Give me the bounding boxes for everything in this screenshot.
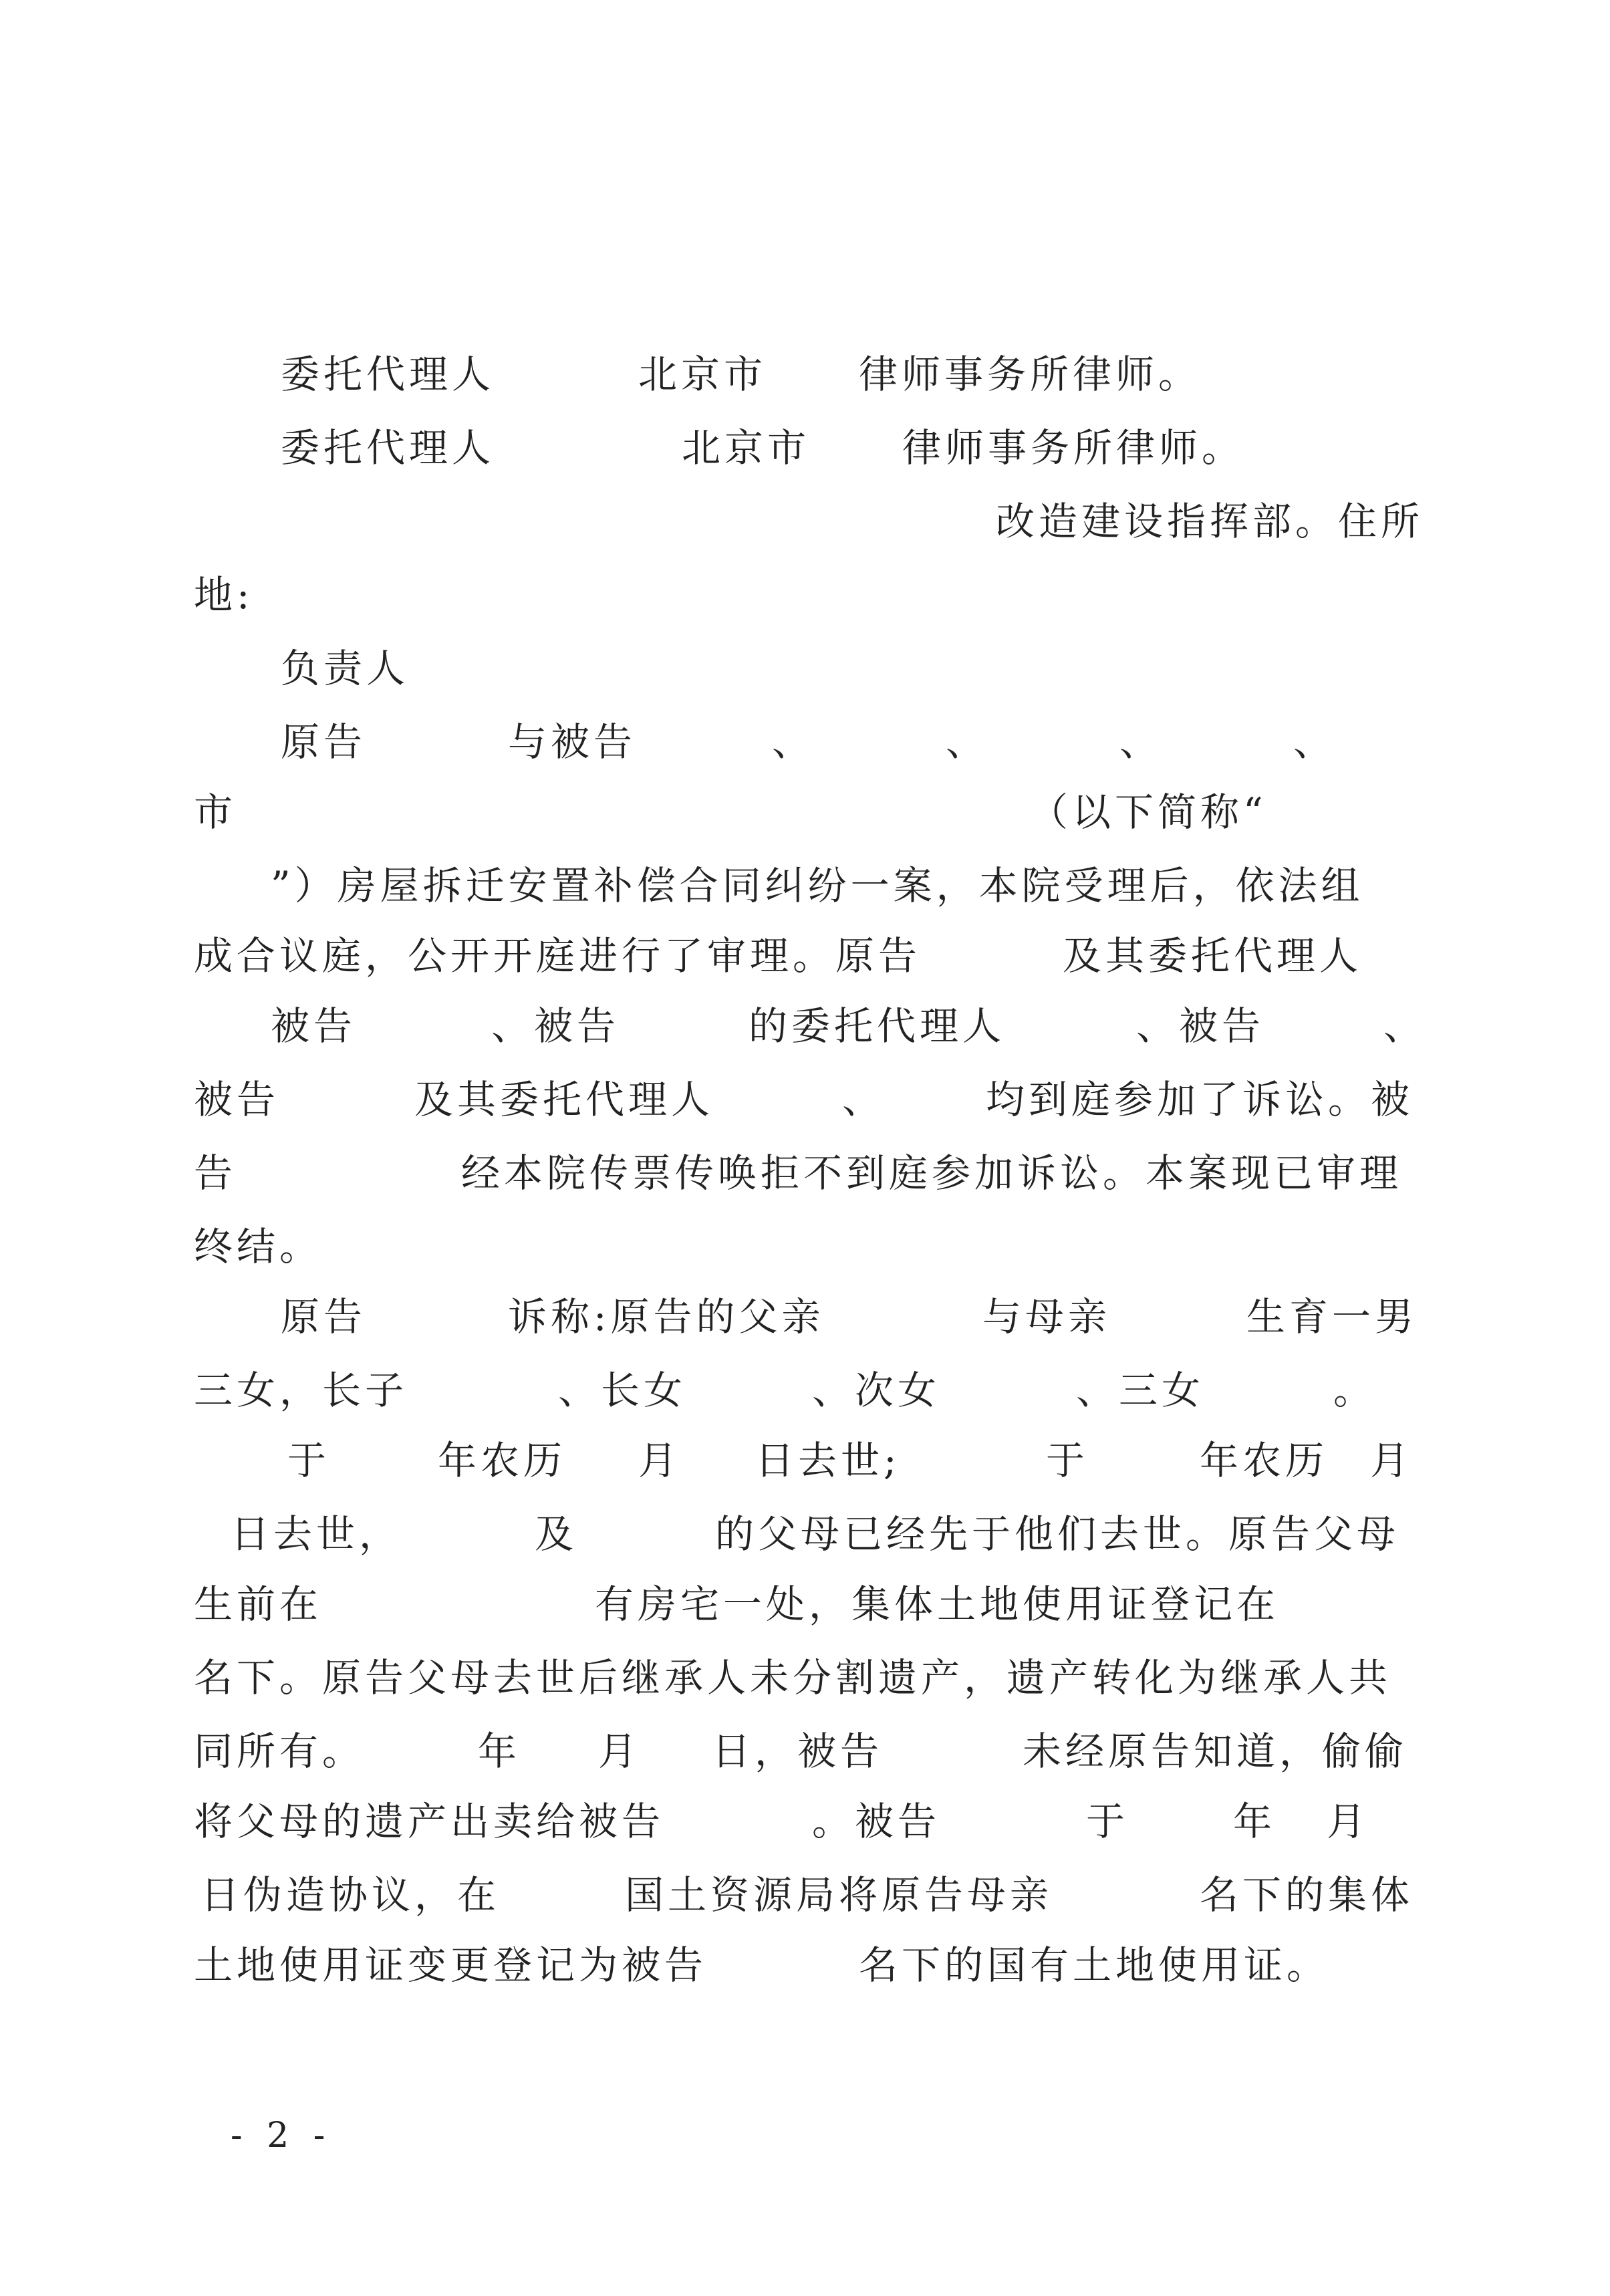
text-line xyxy=(0,1210,1610,1283)
text-line xyxy=(0,1567,1610,1641)
text-segment: 经本院传票传唤拒不到庭参加诉讼。本案现已审理 xyxy=(461,1150,1403,1196)
text-segment: 、 xyxy=(946,719,989,765)
text-segment: 告 xyxy=(194,1150,237,1196)
text-segment: 北京市 xyxy=(638,352,767,397)
text-segment: 市 xyxy=(194,789,237,835)
text-line xyxy=(0,1280,1610,1354)
text-segment: 土地使用证变更登记为被告 xyxy=(194,1942,708,1988)
text-segment: 、长女 xyxy=(558,1368,687,1413)
text-segment: （以下简称“ xyxy=(1029,789,1267,835)
text-segment: 的委托代理人 xyxy=(749,1003,1006,1049)
text-segment: 未经原告知道，偷偷 xyxy=(1023,1729,1408,1774)
text-segment: 名下。原告父母去世后继承人未分割遗产，遗产转化为继承人共 xyxy=(194,1655,1392,1700)
text-segment: 、 xyxy=(772,719,815,765)
text-segment: 名下的集体 xyxy=(1200,1872,1414,1918)
text-segment: 及 xyxy=(535,1511,578,1557)
text-segment: 诉称:原告的父亲 xyxy=(508,1294,825,1340)
text-segment: 的父母已经先于他们去世。原告父母 xyxy=(715,1511,1400,1557)
text-segment: 生育一男 xyxy=(1246,1294,1418,1340)
text-segment: 均到庭参加了诉讼。被 xyxy=(986,1077,1414,1122)
text-line xyxy=(0,1063,1610,1136)
text-line xyxy=(0,558,1610,632)
text-segment: 三女，长子 xyxy=(194,1368,408,1413)
text-segment: 国土资源局将原告母亲 xyxy=(625,1872,1053,1918)
text-segment: 与被告 xyxy=(508,719,637,765)
text-segment: 。被告 xyxy=(812,1799,941,1844)
text-segment: 年 xyxy=(478,1729,521,1774)
text-line xyxy=(0,1424,1610,1497)
text-segment: 日去世; xyxy=(755,1438,901,1483)
text-segment: 原告 xyxy=(281,1294,367,1340)
text-line xyxy=(0,989,1610,1063)
text-segment: 月 xyxy=(598,1729,642,1774)
text-segment: 名下的国有土地使用证。 xyxy=(859,1942,1330,1988)
text-segment: 律师事务所律师。 xyxy=(902,425,1245,471)
text-line xyxy=(0,1641,1610,1714)
text-segment: 年农历 xyxy=(438,1438,567,1483)
text-segment: 、 xyxy=(1383,1003,1427,1049)
text-segment: 被告 xyxy=(194,1077,280,1122)
text-segment: 、被告 xyxy=(491,1003,620,1049)
text-segment: 律师事务所律师。 xyxy=(859,352,1202,397)
text-line xyxy=(0,1785,1610,1858)
text-segment: 。 xyxy=(1333,1368,1377,1413)
text-segment: 负责人 xyxy=(281,646,410,691)
text-line xyxy=(0,1714,1610,1788)
text-segment: 原告 xyxy=(281,719,367,765)
text-line xyxy=(0,632,1610,705)
text-segment: ”）房屋拆迁安置补偿合同纠纷一案，本院受理后，依法组 xyxy=(271,863,1364,908)
text-line xyxy=(0,775,1610,849)
text-line xyxy=(0,1858,1610,1932)
text-segment: 终结。 xyxy=(194,1224,323,1269)
text-line xyxy=(0,1136,1610,1210)
text-segment: 、 xyxy=(1293,719,1337,765)
text-segment: 及其委托代理人 xyxy=(414,1077,714,1122)
text-line xyxy=(0,1928,1610,2002)
text-segment: 生前在 xyxy=(194,1581,323,1627)
text-segment: 、被告 xyxy=(1136,1003,1265,1049)
text-segment: 日，被告 xyxy=(712,1729,884,1774)
text-segment: 北京市 xyxy=(682,425,811,471)
text-segment: 委托代理人 xyxy=(281,425,495,471)
text-segment: 于 xyxy=(1046,1438,1089,1483)
text-segment: 、三女 xyxy=(1076,1368,1205,1413)
text-segment: 地: xyxy=(194,572,254,618)
text-segment: 及其委托代理人 xyxy=(1063,933,1363,979)
text-segment: 成合议庭，公开开庭进行了审理。原告 xyxy=(194,933,922,979)
text-segment: 有房宅一处，集体土地使用证登记在 xyxy=(595,1581,1280,1627)
text-segment: 于 xyxy=(287,1438,331,1483)
text-segment: 被告 xyxy=(271,1003,357,1049)
text-line xyxy=(0,1497,1610,1571)
text-segment: 年 xyxy=(1233,1799,1277,1844)
text-segment: 将父母的遗产出卖给被告 xyxy=(194,1799,665,1844)
text-segment: 日伪造协议，在 xyxy=(200,1872,501,1918)
text-line xyxy=(0,849,1610,922)
text-segment: 改造建设指挥部。住所 xyxy=(996,499,1424,544)
text-segment: 月 xyxy=(1327,1799,1370,1844)
text-line xyxy=(0,338,1610,411)
text-segment: 、次女 xyxy=(812,1368,941,1413)
text-segment: 月 xyxy=(1370,1438,1414,1483)
text-segment: 与母亲 xyxy=(982,1294,1111,1340)
text-line xyxy=(0,919,1610,993)
text-segment: 月 xyxy=(638,1438,682,1483)
text-line xyxy=(0,411,1610,485)
text-segment: 年农历 xyxy=(1200,1438,1329,1483)
text-segment: 日去世， xyxy=(231,1511,402,1557)
text-line xyxy=(0,705,1610,779)
text-segment: 委托代理人 xyxy=(281,352,495,397)
page-number: - 2 - xyxy=(231,2116,332,2156)
text-segment: 、 xyxy=(1119,719,1163,765)
text-segment: 、 xyxy=(842,1077,886,1122)
text-segment: 于 xyxy=(1086,1799,1129,1844)
text-line xyxy=(0,485,1610,558)
text-line xyxy=(0,1354,1610,1427)
text-segment: 同所有。 xyxy=(194,1729,366,1774)
